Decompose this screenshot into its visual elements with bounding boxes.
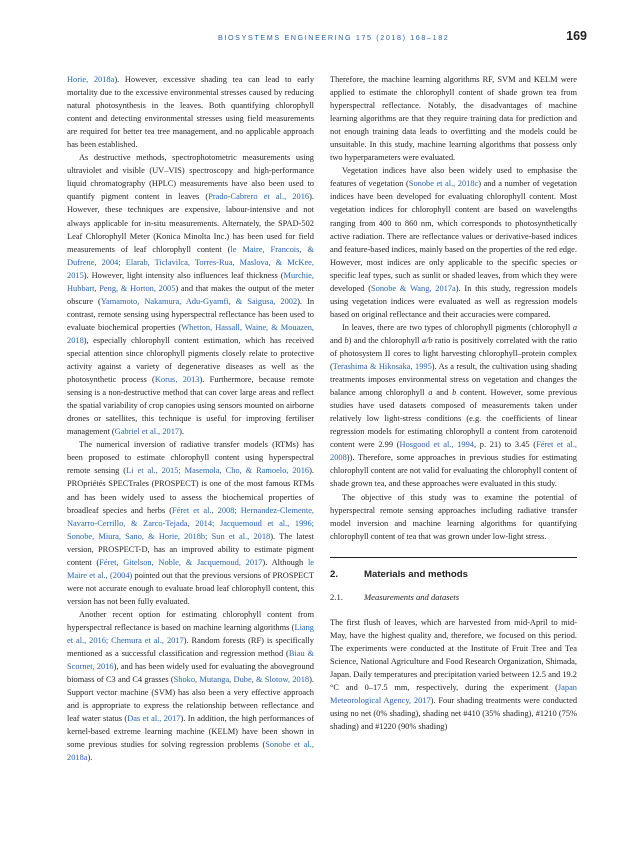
citation-link[interactable]: Féret, Gitelson, Noble, & Jacquemoud, 2017 xyxy=(99,557,263,567)
citation-link[interactable]: Shoko, Mutanga, Dube, & Slotow, 2018 xyxy=(173,675,310,685)
page-header xyxy=(0,28,638,48)
citation-link[interactable]: Hosgood et al., 1994 xyxy=(399,440,474,450)
section-heading xyxy=(330,568,577,581)
section-title: Materials and methods xyxy=(364,568,468,580)
paragraph: The numerical inversion of radiative transfer models (RTMs) has been proposed to estimate chlorophyll content using hyperspectral remote sensing (Li et al., 2015; Masemola, Cho, & Ramoelo, 2016). PROpriétés SPECTrales (PROSPECT) is one of the most famous RTMs and has been widely used to assess the biochemical properties of broadleaf species and herbs (Féret et al., 2008; Hernandez-Clemente, Navarro-Cerrillo, & Zarco-Tejada, 2014; Jacquemoud et al., 1996; Sonobe, Miura, Sano, & Horie, 2018b; Sun et al., 2018). The latest version, PROSPECT-D, has an improved ability to estimate pigment content (Féret, Gitelson, Noble, & Jacquemoud, 2017). Although le Maire et al., (2004) pointed out that the previous versions of PROSPECT were not accurate enough to evaluate broad leaf chlorophyll content, this version has not been fully evaluated. xyxy=(67,440,315,606)
section-number: 2. xyxy=(330,568,339,580)
paragraph: The first flush of leaves, which are harvested from mid-April to mid-May, have the highest quality and, therefore, we focused on this period. The experiments were conducted at the Institute of Fruit Tree and Tea Science, National Agriculture and Food Research Organization, Shimada, Japan. Daily temperatures and precipitation varied between 12.5 and 19.2 °C and 0–17.5 mm, respectively, during the experiment (Japan Meteorological Agency, 2017). Four shading treatments were conducted using no net (0% shading), shading net #410 (35% shading), #1210 (75% shading) and #1220 (90% shading) xyxy=(330,617,578,732)
paragraph: As destructive methods, spectrophotometric measurements using ultraviolet and visible (UV–VIS) spectroscopy and high-performance liquid chromatography (HPLC) measurements have also been used to quantify pigment content in leaves (Prado-Cabrero et al., 2016). However, these techniques are expensive, labour-intensive and not always applicable for in-situ measurements. Alternately, the SPAD-502 Leaf Chlorophyll Meter (Konica Minolta Inc.) has been used for field measurements of leaf chlorophyll content (le Maire, Francois, & Dufrene, 2004; Elarab, Ticlavilca, Torres-Rua, Maslova, & McKee, 2015). However, light intensity also influences leaf thickness (Murchie, Hubbart, Peng, & Horton, 2005) and that makes the output of the meter obscure (Yamamoto, Nakamura, Adu-Gyamfi, & Saigusa, 2002). In contrast, remote sensing using hyperspectral reflectance has been used to evaluate biochemical properties (Whetton, Hassall, Waine, & Mouazen, 2018), especially chlorophyll content estimation, which has received special attention since chlorophyll pigments closely relate to protective activity against a variety of degenerative diseases as well as the photosynthetic process (Korus, 2013). Furthermore, because remote sensing is a non-destructive method that can cover large areas and reflect the spatial variability of crop canopies using sensors mounted on airborne drones or satellites, this technique is useful for improving fertiliser management (Gabriel et al., 2017). xyxy=(67,153,315,437)
paragraph: Another recent option for estimating chlorophyll content from hyperspectral reflectance is based on machine learning algorithms (Liang et al., 2016; Chemura et al., 2017). Random forests (RF) is specifically mentioned as a successful classification and regression method (Biau & Scornet, 2016), and has been widely used for evaluating the aboveground biomass of C3 and C4 grasses (Shoko, Mutanga, Dube, & Slotow, 2018). Support vector machine (SVM) has also been a very effective approach and is appropriate to express the relationship between reflectance and leaf water status (Das et al., 2017). In addition, the high performances of kernel-based extreme learning machine (KELM) have been shown in some previous studies for solving regression problems (Sonobe et al., 2018a). xyxy=(67,609,315,763)
citation-link[interactable]: Murchie, Hubbart, Peng, & Horton, 2005 xyxy=(67,270,314,293)
paragraph: In leaves, there are two types of chlorophyll pigments (chlorophyll a and b) and the chlorophyll a/b ratio is positively correlated with the ratio of photosystem II cores to light harvesting chlorophyll–protein complex (Terashima & Hikosaka, 1995). As a result, the cultivation using shading treatments imposes environmental stress on vegetation and changes the balance among chlorophyll a and b content. However, some previous studies have used datasets composed of measurements taken under relatively low light-stress conditions (e.g. the coefficients of linear regression models for estimating chlorophyll a content from carotenoid content were 2.99 (Hosgood et al., 1994, p. 21) to 3.45 (Féret et al., 2008)). Therefore, some approaches in previous studies for estimating chlorophyll content are not valid for evaluating the chlorophyll content of shade grown tea, and these approaches were evaluated in this study. xyxy=(330,322,578,489)
citation-link[interactable]: Sonobe et al., 2018c xyxy=(408,179,479,189)
section-divider xyxy=(330,557,577,558)
citation-link[interactable]: Korus, 2013 xyxy=(154,375,200,385)
subsection-heading xyxy=(330,591,577,604)
running-title: BIOSYSTEMS ENGINEERING 175 (2018) 168–182 xyxy=(218,33,450,42)
citation-link[interactable]: Whetton, Hassall, Waine, & Mouazen, 2018 xyxy=(67,322,315,345)
citation-link[interactable]: Das et al., 2017 xyxy=(127,714,181,724)
subsection-number: 2.1. xyxy=(330,591,343,602)
paragraph: Vegetation indices have also been widely used to emphasise the features of vegetation (Sonobe et al., 2018c) and a number of vegetation indices have been developed for evaluating chlorophyll content. Most vegetation indices for chlorophyll content are based on wavelengths ranging from 400 to 860 nm, which corresponds to photosynthetically active radiation. There are reflectance values or derivative-based indices and feature-based indices, mainly based on the properties of the red edge. However, most indices are only applicable to the specific species or specific leaf types, such as sunlit or shaded leaves, from which they were developed (Sonobe & Wang, 2017a). In this study, regression models using vegetation indices were evaluated as well as regression models based on original reflectance and their accuracies were compared. xyxy=(330,166,577,319)
citation-link[interactable]: Yamamoto, Nakamura, Adu-Gyamfi, & Saigusa, 2002 xyxy=(100,296,298,306)
citation-link[interactable]: Féret et al., 2008 xyxy=(330,440,578,463)
page-number: 169 xyxy=(566,29,587,43)
citation-link[interactable]: Prado-Cabrero et al., 2016 xyxy=(208,192,310,202)
left-column xyxy=(67,73,314,764)
citation-link[interactable]: Biau & Scornet, 2016 xyxy=(67,649,314,672)
subsection-title: Measurements and datasets xyxy=(364,591,460,602)
paragraph: Therefore, the machine learning algorithms RF, SVM and KELM were applied to estimate the chlorophyll content of shade grown tea from hyperspectral reflectance. Notably, the disadvantages of machine learning algorithms are that they require training data for prediction and not enough training data leads to overfitting and the models could be unsuitable. In this study, machine learning algorithms that possess only two hyperparameters were evaluated. xyxy=(330,75,577,163)
citation-link[interactable]: le Maire et al., (2004) xyxy=(67,557,314,580)
right-column xyxy=(330,73,577,733)
citation-link[interactable]: Sonobe et al., 2018a xyxy=(67,740,314,763)
citation-link[interactable]: Gabriel et al., 2017 xyxy=(114,427,180,437)
citation-link[interactable]: Li et al., 2015; Masemola, Cho, & Ramoelo, 2016 xyxy=(126,466,310,476)
citation-link[interactable]: Japan Meteorological Agency, 2017 xyxy=(330,683,577,706)
paragraph: Horie, 2018a). However, excessive shading tea can lead to early mortality due to the excessive environmental stresses caused by reducing natural photosynthesis in the leaves. Both quantifying chlorophyll content and detecting environmental stresses using field measurements are required for better tea tree management, and no applicable approach has been established. xyxy=(67,75,315,150)
citation-link[interactable]: Terashima & Hikosaka, 1995 xyxy=(332,362,432,372)
citation-link[interactable]: Sonobe & Wang, 2017a xyxy=(371,283,456,293)
paragraph: The objective of this study was to examine the potential of hyperspectral remote sensing approaches including radiative transfer model inversion and machine learning algorithms for quantifying chlorophyll content of tea that was grown under low-light stress. xyxy=(330,492,577,541)
citation-link[interactable]: le Maire, Francois, & Dufrene, 2004; Elarab, Ticlavilca, Torres-Rua, Maslova, & McKee, 2015 xyxy=(67,244,314,280)
citation-link[interactable]: Féret et al., 2008; Hernandez-Clemente, Navarro-Cerrillo, & Zarco-Tejada, 2014; Jacquemoud et al., 1996; Sonobe, Miura, Sano, & Horie, 2018b; Sun et al., 2018 xyxy=(67,505,315,541)
citation-link[interactable]: Horie, 2018a xyxy=(67,75,115,84)
citation-link[interactable]: Liang et al., 2016; Chemura et al., 2017 xyxy=(67,622,314,646)
